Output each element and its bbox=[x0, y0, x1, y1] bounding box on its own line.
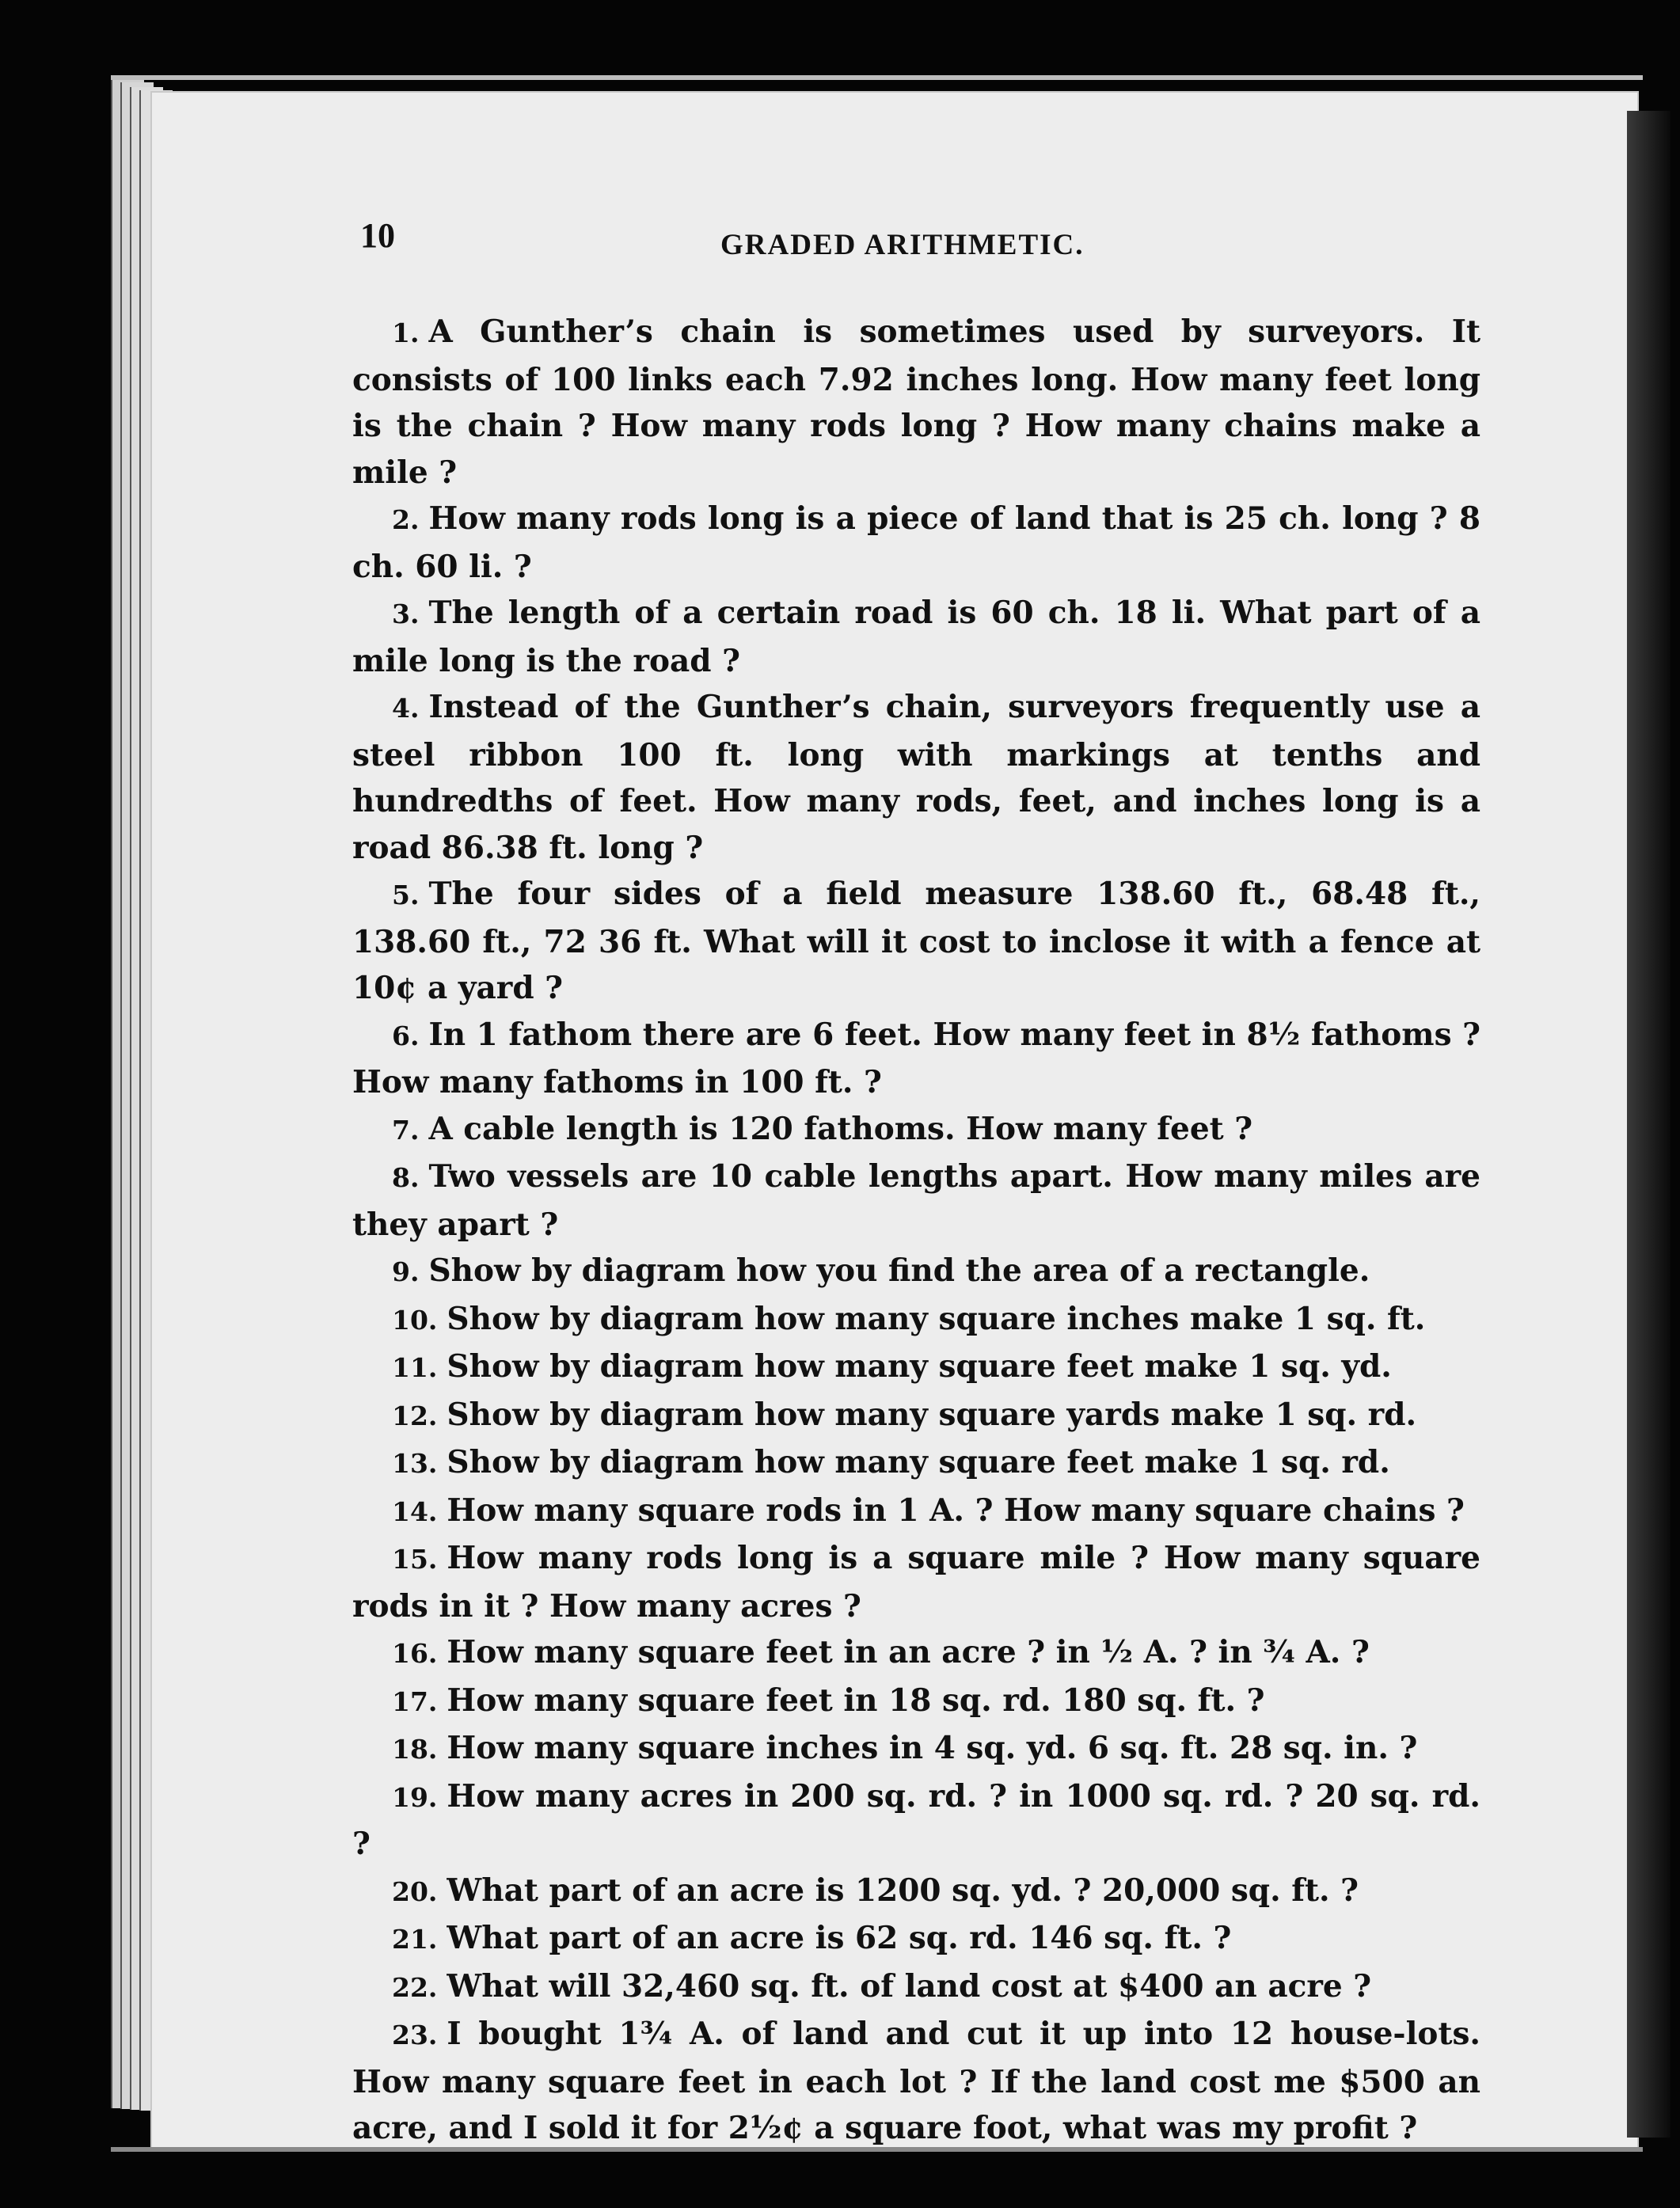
page-gutter-shadow bbox=[1627, 111, 1670, 2138]
problem-text: A Gunther’s chain is sometimes used by surveyors. It consists of 100 links each 7.92 inches long. How many feet long is the chain ? How many rods long ? How many chains make a mile ? bbox=[352, 314, 1480, 491]
problem-item bbox=[352, 1439, 1480, 1488]
problem-text: A cable length is 120 fathoms. How many feet ? bbox=[428, 1110, 1253, 1147]
problem-item bbox=[352, 309, 1480, 496]
page-top-edge bbox=[111, 75, 1643, 80]
problem-number: 17. bbox=[392, 1685, 438, 1717]
problem-text: How many rods long is a piece of land that is 25 ch. long ? 8 ch. 60 li. ? bbox=[352, 500, 1480, 585]
problem-number: 2. bbox=[392, 504, 420, 535]
problem-number: 12. bbox=[392, 1400, 438, 1431]
problem-text: Instead of the Gunther’s chain, surveyors frequently use a steel ribbon 100 ft. long with markings at tenths and hundredths of feet. How many rods, feet, and inches long is a road 86.38 ft. long ? bbox=[352, 689, 1480, 866]
problem-text: What part of an acre is 62 sq. rd. 146 sq. ft. ? bbox=[447, 1920, 1232, 1956]
problem-item bbox=[352, 1343, 1480, 1392]
problem-number: 16. bbox=[392, 1638, 438, 1669]
problem-item bbox=[352, 1963, 1480, 2012]
problem-number: 7. bbox=[392, 1114, 420, 1146]
problem-text: How many acres in 200 sq. rd. ? in 1000 sq. rd. ? 20 sq. rd. ? bbox=[352, 1777, 1480, 1862]
problem-list bbox=[352, 309, 1480, 2152]
problem-item bbox=[352, 496, 1480, 590]
problem-item bbox=[352, 1012, 1480, 1106]
problem-number: 23. bbox=[392, 2020, 438, 2050]
problem-item bbox=[352, 1915, 1480, 1963]
problem-number: 6. bbox=[392, 1020, 420, 1051]
problem-number: 14. bbox=[392, 1495, 438, 1527]
problem-text: The length of a certain road is 60 ch. 18 li. What part of a mile long is the road ? bbox=[352, 595, 1480, 679]
problem-number: 4. bbox=[392, 693, 420, 724]
problem-text: Two vessels are 10 cable lengths apart. How many miles are they apart ? bbox=[352, 1158, 1480, 1243]
problem-number: 20. bbox=[392, 1875, 438, 1907]
problem-text: How many square feet in 18 sq. rd. 180 sq. ft. ? bbox=[447, 1682, 1265, 1719]
problem-item bbox=[352, 871, 1480, 1012]
problem-item bbox=[352, 1773, 1480, 1868]
problem-number: 9. bbox=[392, 1256, 420, 1287]
problem-text: Show by diagram how many square feet make 1 sq. yd. bbox=[447, 1348, 1392, 1385]
problem-text: How many square inches in 4 sq. yd. 6 sq. ft. 28 sq. in. ? bbox=[447, 1730, 1418, 1766]
problem-number: 10. bbox=[392, 1304, 438, 1336]
problem-text: How many square rods in 1 A. ? How many square chains ? bbox=[447, 1492, 1465, 1529]
problem-item bbox=[352, 1725, 1480, 1773]
problem-number: 1. bbox=[392, 317, 420, 348]
problem-number: 8. bbox=[392, 1162, 420, 1193]
problem-number: 22. bbox=[392, 1971, 438, 2003]
problem-item bbox=[352, 1296, 1480, 1344]
problem-number: 15. bbox=[392, 1544, 438, 1575]
problem-number: 11. bbox=[392, 1352, 438, 1383]
problem-item bbox=[352, 1153, 1480, 1248]
problem-item bbox=[352, 590, 1480, 684]
problem-number: 13. bbox=[392, 1448, 438, 1479]
problem-text: How many rods long is a square mile ? How many square rods in it ? How many acres ? bbox=[352, 1540, 1480, 1625]
problem-text: What part of an acre is 1200 sq. yd. ? 20,000 sq. ft. ? bbox=[447, 1872, 1359, 1909]
problem-item bbox=[352, 1106, 1480, 1154]
problem-item bbox=[352, 2011, 1480, 2152]
problem-text: Show by diagram how many square inches make 1 sq. ft. bbox=[447, 1300, 1426, 1337]
problem-text: Show by diagram how many square feet make 1 sq. rd. bbox=[447, 1444, 1390, 1480]
problem-item bbox=[352, 684, 1480, 871]
problem-number: 3. bbox=[392, 599, 420, 629]
problem-number: 18. bbox=[392, 1734, 438, 1765]
problem-item bbox=[352, 1248, 1480, 1296]
problem-item bbox=[352, 1868, 1480, 1916]
page-number: 10 bbox=[360, 216, 395, 255]
running-head: GRADED ARITHMETIC. bbox=[720, 229, 1085, 261]
problem-text: Show by diagram how many square yards make 1 sq. rd. bbox=[447, 1396, 1417, 1433]
problem-item bbox=[352, 1392, 1480, 1440]
problem-number: 5. bbox=[392, 880, 420, 910]
problem-number: 21. bbox=[392, 1924, 438, 1955]
problem-text: What will 32,460 sq. ft. of land cost at $400 an acre ? bbox=[447, 1967, 1372, 2005]
problem-text: In 1 fathom there are 6 feet. How many feet in 8½ fathoms ? How many fathoms in 100 ft. ? bbox=[352, 1016, 1480, 1100]
problem-item bbox=[352, 1629, 1480, 1678]
problem-item bbox=[352, 1535, 1480, 1629]
problem-number: 19. bbox=[392, 1781, 438, 1813]
problem-text: How many square feet in an acre ? in ½ A. ? in ¾ A. ? bbox=[447, 1634, 1370, 1670]
problem-item bbox=[352, 1488, 1480, 1536]
problem-text: The four sides of a field measure 138.60 ft., 68.48 ft., 138.60 ft., 72 36 ft. What will it cost to inclose it with a fence at 10¢ a yard ? bbox=[352, 876, 1480, 1006]
problem-text: Show by diagram how you find the area of a rectangle. bbox=[428, 1252, 1370, 1289]
problem-text: I bought 1¾ A. of land and cut it up into 12 house-lots. How many square feet in each lot ? If the land cost me $500 an acre, and I sold it for 2½¢ a square foot, what was my profit ? bbox=[352, 2016, 1480, 2146]
problem-item bbox=[352, 1678, 1480, 1726]
